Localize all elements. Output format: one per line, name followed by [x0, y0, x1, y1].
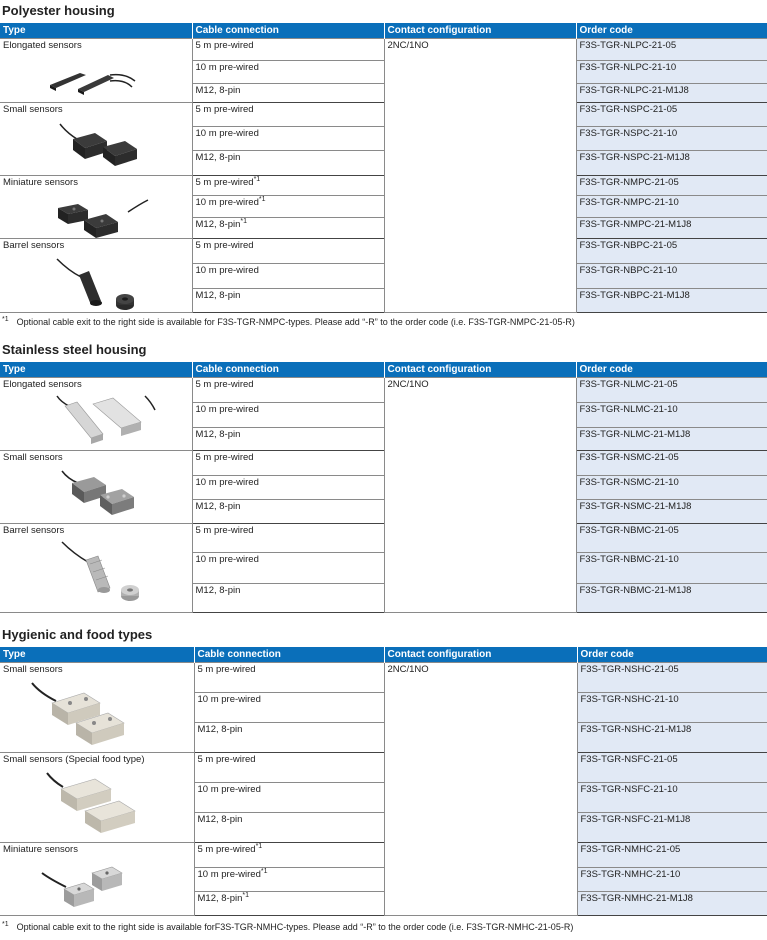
table-header-row: [0, 647, 767, 663]
contact-cell: 2NC/1NO: [384, 39, 576, 313]
cable-cell: 10 m pre-wired: [192, 403, 384, 428]
food-type-sensor-image: [45, 771, 155, 841]
type-label: Small sensors: [3, 664, 63, 675]
miniature-black-sensor-image: [50, 192, 150, 238]
order-code-cell: F3S-TGR-NMHC-21-10: [577, 868, 767, 892]
type-cell: [0, 39, 192, 103]
cable-cell: 5 m pre-wired: [192, 103, 384, 127]
order-code-cell: F3S-TGR-NLPC-21-10: [576, 61, 767, 84]
header-type: Type: [0, 647, 194, 663]
order-code-cell: F3S-TGR-NSFC-21-M1J8: [577, 813, 767, 843]
cable-cell: 10 m pre-wired: [194, 693, 384, 723]
cable-label: M12, 8-pin: [195, 219, 241, 230]
order-code-cell: F3S-TGR-NMPC-21-10: [576, 196, 767, 218]
order-code-cell: F3S-TGR-NSFC-21-10: [577, 783, 767, 813]
order-code-cell: F3S-TGR-NMHC-21-05: [577, 843, 767, 868]
type-cell: [0, 103, 192, 176]
type-cell: [0, 843, 194, 916]
table-row: [0, 753, 767, 783]
header-cable: Cable connection: [192, 362, 384, 378]
elongated-steel-sensor-image: [55, 394, 165, 450]
order-code-cell: F3S-TGR-NLPC-21-05: [576, 39, 767, 61]
cable-cell: [192, 176, 384, 196]
footnote-text: Optional cable exit to the right side is available for F3S-TGR-NMPC-types. Please add “-R” to the order code (i.e. F3S-TGR-NMPC-21-05-R): [16, 317, 575, 327]
table-row: [0, 176, 767, 196]
cable-cell: M12, 8-pin: [194, 723, 384, 753]
header-type: Type: [0, 362, 192, 378]
type-cell: [0, 663, 194, 753]
cable-cell: M12, 8-pin: [192, 584, 384, 613]
cable-cell: 5 m pre-wired: [192, 524, 384, 553]
order-code-cell: F3S-TGR-NSHC-21-M1J8: [577, 723, 767, 753]
header-order-code: Order code: [576, 362, 767, 378]
cable-cell: 5 m pre-wired: [192, 39, 384, 61]
order-code-cell: F3S-TGR-NSHC-21-10: [577, 693, 767, 723]
order-code-cell: F3S-TGR-NSPC-21-05: [576, 103, 767, 127]
table-row: [0, 843, 767, 868]
cable-cell: 10 m pre-wired: [192, 553, 384, 584]
order-code-cell: F3S-TGR-NMPC-21-M1J8: [576, 218, 767, 239]
cable-label: 5 m pre-wired: [197, 844, 256, 855]
section-title-hygienic: Hygienic and food types: [2, 627, 153, 642]
hygienic-table: [0, 647, 767, 916]
cable-cell: 5 m pre-wired: [192, 239, 384, 264]
order-code-cell: F3S-TGR-NSPC-21-10: [576, 127, 767, 151]
type-cell: [0, 176, 192, 239]
type-label: Barrel sensors: [3, 240, 65, 251]
cable-label: M12, 8-pin: [197, 893, 243, 904]
header-cable: Cable connection: [194, 647, 384, 663]
cable-cell: [192, 196, 384, 218]
contact-cell: 2NC/1NO: [384, 378, 576, 613]
cable-cell: 5 m pre-wired: [192, 378, 384, 403]
small-hygienic-sensor-image: [30, 681, 140, 751]
small-black-sensor-image: [55, 119, 155, 169]
type-cell: [0, 451, 192, 524]
header-contact: Contact configuration: [384, 23, 576, 39]
footnote-hygienic: [2, 921, 573, 932]
type-cell: [0, 753, 194, 843]
order-code-cell: F3S-TGR-NBPC-21-M1J8: [576, 289, 767, 313]
cable-label: 5 m pre-wired: [195, 177, 254, 188]
header-order-code: Order code: [577, 647, 767, 663]
order-code-cell: F3S-TGR-NBPC-21-05: [576, 239, 767, 264]
order-code-cell: F3S-TGR-NSPC-21-M1J8: [576, 151, 767, 176]
cable-cell: 10 m pre-wired: [194, 783, 384, 813]
section-title-polyester: Polyester housing: [2, 3, 115, 18]
contact-cell: 2NC/1NO: [384, 663, 577, 916]
cable-cell: [194, 892, 384, 916]
order-code-cell: F3S-TGR-NLMC-21-10: [576, 403, 767, 428]
cable-cell: M12, 8-pin: [192, 289, 384, 313]
cable-label: 10 m pre-wired: [197, 869, 261, 880]
cable-cell: [194, 843, 384, 868]
order-code-cell: F3S-TGR-NSFC-21-05: [577, 753, 767, 783]
cable-label: 10 m pre-wired: [195, 197, 259, 208]
footnote-ref: *1: [253, 175, 261, 183]
header-type: Type: [0, 23, 192, 39]
footnote-mark: *1: [2, 921, 9, 928]
footnote-ref: *1: [258, 195, 266, 203]
footnote-polyester: [2, 316, 575, 327]
cable-cell: M12, 8-pin: [192, 84, 384, 103]
header-contact: Contact configuration: [384, 647, 577, 663]
order-code-cell: F3S-TGR-NSMC-21-10: [576, 476, 767, 500]
cable-cell: 5 m pre-wired: [194, 753, 384, 783]
footnote-ref: *1: [242, 891, 250, 899]
section-title-stainless: Stainless steel housing: [2, 342, 147, 357]
type-label: Elongated sensors: [3, 379, 82, 390]
order-code-cell: F3S-TGR-NSMC-21-M1J8: [576, 500, 767, 524]
order-code-cell: F3S-TGR-NBMC-21-M1J8: [576, 584, 767, 613]
cable-cell: [194, 868, 384, 892]
header-contact: Contact configuration: [384, 362, 576, 378]
footnote-ref: *1: [260, 867, 268, 875]
order-code-cell: F3S-TGR-NBMC-21-10: [576, 553, 767, 584]
header-cable: Cable connection: [192, 23, 384, 39]
type-label: Elongated sensors: [3, 40, 82, 51]
type-label: Miniature sensors: [3, 844, 78, 855]
type-label: Miniature sensors: [3, 177, 78, 188]
polyester-table: [0, 23, 767, 313]
cable-cell: 10 m pre-wired: [192, 61, 384, 84]
cable-cell: M12, 8-pin: [194, 813, 384, 843]
cable-cell: 10 m pre-wired: [192, 476, 384, 500]
order-code-cell: F3S-TGR-NLMC-21-M1J8: [576, 428, 767, 451]
order-code-cell: F3S-TGR-NSHC-21-05: [577, 663, 767, 693]
cable-cell: 5 m pre-wired: [194, 663, 384, 693]
table-row: [0, 39, 767, 61]
table-row: [0, 378, 767, 403]
order-code-cell: F3S-TGR-NMHC-21-M1J8: [577, 892, 767, 916]
table-row: [0, 103, 767, 127]
cable-cell: M12, 8-pin: [192, 428, 384, 451]
barrel-black-sensor-image: [55, 255, 165, 315]
type-label: Small sensors (Special food type): [3, 754, 145, 765]
table-header-row: [0, 362, 767, 378]
footnote-ref: *1: [240, 217, 248, 225]
type-cell: [0, 378, 192, 451]
header-order-code: Order code: [576, 23, 767, 39]
order-code-cell: F3S-TGR-NBPC-21-10: [576, 264, 767, 289]
order-code-cell: F3S-TGR-NLMC-21-05: [576, 378, 767, 403]
type-cell: [0, 524, 192, 613]
cable-cell: 10 m pre-wired: [192, 264, 384, 289]
miniature-hygienic-sensor-image: [40, 859, 150, 919]
table-row: [0, 239, 767, 264]
table-row: [0, 451, 767, 476]
table-row: [0, 663, 767, 693]
order-code-cell: F3S-TGR-NBMC-21-05: [576, 524, 767, 553]
type-cell: [0, 239, 192, 313]
footnote-mark: *1: [2, 316, 9, 323]
barrel-steel-sensor-image: [60, 540, 170, 604]
type-label: Small sensors: [3, 104, 63, 115]
type-label: Small sensors: [3, 452, 63, 463]
type-label: Barrel sensors: [3, 525, 65, 536]
order-code-cell: F3S-TGR-NSMC-21-05: [576, 451, 767, 476]
table-row: [0, 524, 767, 553]
footnote-text: Optional cable exit to the right side is available forF3S-TGR-NMHC-types. Please add “-R” to the order code (i.e. F3S-TGR-NMHC-21-05-R): [16, 922, 574, 932]
table-header-row: [0, 23, 767, 39]
elongated-black-sensor-image: [40, 55, 140, 97]
cable-cell: 5 m pre-wired: [192, 451, 384, 476]
order-code-cell: F3S-TGR-NMPC-21-05: [576, 176, 767, 196]
footnote-ref: *1: [255, 842, 263, 850]
cable-cell: M12, 8-pin: [192, 500, 384, 524]
cable-cell: 10 m pre-wired: [192, 127, 384, 151]
order-code-cell: F3S-TGR-NLPC-21-M1J8: [576, 84, 767, 103]
small-steel-sensor-image: [60, 467, 160, 519]
cable-cell: M12, 8-pin: [192, 151, 384, 176]
stainless-table: [0, 362, 767, 613]
cable-cell: [192, 218, 384, 239]
